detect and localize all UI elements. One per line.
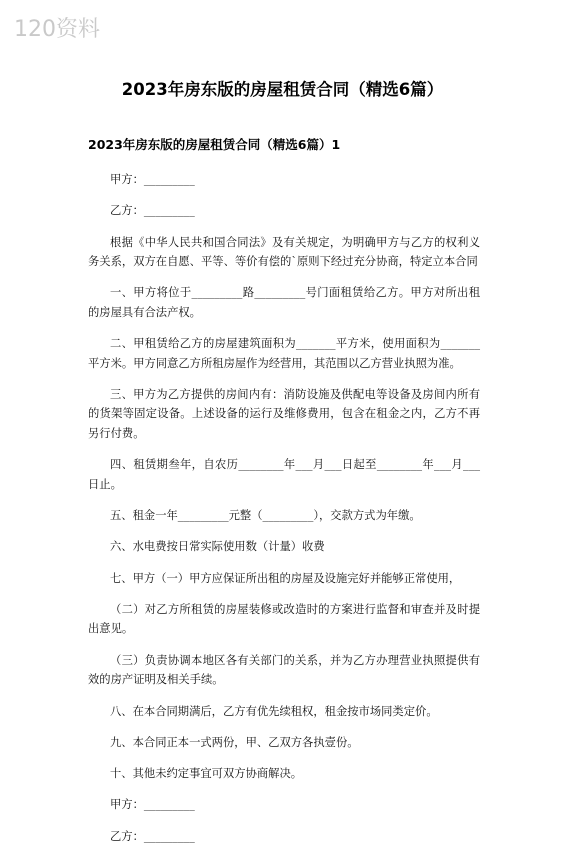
clause-9: 九、本合同正本一式两份，甲、乙双方各执壹份。: [110, 735, 359, 749]
clause-7-3: （三）负责协调本地区各有关部门的关系，并为乙方办理营业执照提供有效的房产证明及相关手续。: [88, 653, 480, 687]
contract-body: [88, 170, 480, 858]
clause-1: 一、甲方将位于_________路_________号门面租赁给乙方。甲方对所出租的房屋具有合法产权。: [88, 286, 480, 319]
watermark-logo: 120资料: [14, 17, 100, 42]
party-b-line: 乙方：_________: [110, 204, 195, 218]
document-title: 2023年房东版的房屋租赁合同（精选6篇）: [121, 80, 444, 99]
clause-3: 三、甲方为乙方提供的房间内有：消防设施及供配电等设备及房间内所有的货架等固定设备。上述设备的运行及维修费用，包含在租金之内，乙方不再另行付费。: [88, 387, 480, 440]
clause-2: 二、甲租赁给乙方的房屋建筑面积为_______平方米，使用面积为_______平方米。甲方同意乙方所租房屋作为经营用，其范围以乙方营业执照为准。: [88, 337, 480, 370]
section-heading: 2023年房东版的房屋租赁合同（精选6篇）1: [88, 137, 341, 152]
clause-10: 十、其他未约定事宜可双方协商解决。: [110, 767, 303, 781]
clause-6: 六、水电费按日常实际使用数（计量）收费: [110, 540, 325, 554]
clause-7: 七、甲方（一）甲方应保证所出租的房屋及设施完好并能够正常使用，: [110, 571, 461, 585]
clause-8: 八、在本合同期满后，乙方有优先续租权，租金按市场同类定价。: [110, 704, 438, 718]
party-a-line: 甲方：_________: [110, 173, 195, 186]
clause-preamble: 根据《中华人民共和国合同法》及有关规定，为明确甲方与乙方的权利义务关系，双方在自愿、平等、等价有偿的`原则下经过充分协商，特定立本合同: [88, 235, 480, 269]
party-a-signature-line: 甲方：_________: [110, 798, 195, 812]
clause-5: 五、租金一年_________元整（_________），交款方式为年缴。: [110, 509, 421, 523]
party-b-signature-line: 乙方：_________: [110, 829, 195, 843]
clause-4: 四、租赁期叁年，自农历________年___月___日起至________年___月___日止。: [88, 458, 480, 491]
clause-7-2: （二）对乙方所租赁的房屋装修或改造时的方案进行监督和审查并及时提出意见。: [88, 602, 480, 636]
